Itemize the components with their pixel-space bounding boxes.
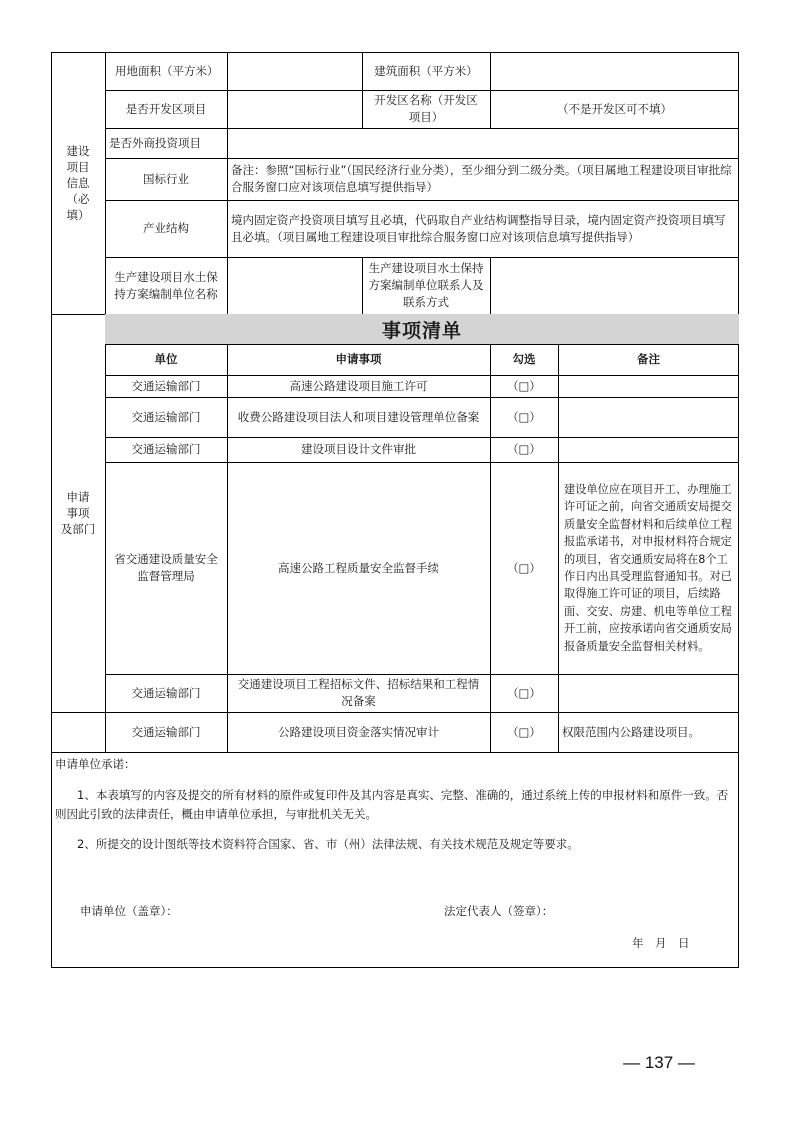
row-note bbox=[558, 674, 739, 712]
section-divider bbox=[51, 752, 739, 753]
legal-representative-sign-label: 法定代表人（签章）： bbox=[444, 904, 554, 918]
row-checkbox[interactable]: （□） bbox=[507, 685, 541, 700]
row-unit: 交通运输部门 bbox=[131, 409, 201, 424]
row-checkbox[interactable]: （□） bbox=[507, 724, 541, 739]
commitment-paragraph-2: 2、所提交的设计图纸等技术资料符合国家、省、市（州）法律法规、有关技术规范及规定等要求。 bbox=[77, 837, 579, 851]
row-item: 建设项目设计文件审批 bbox=[301, 442, 416, 456]
row-checkbox[interactable]: （□） bbox=[507, 442, 541, 456]
row-note bbox=[558, 375, 739, 397]
label-line: 信息 bbox=[66, 176, 90, 190]
row-checkbox[interactable]: （□） bbox=[507, 378, 541, 393]
applicant-seal-label: 申请单位（盖章）： bbox=[80, 904, 178, 918]
row-unit: 交通运输部门 bbox=[131, 724, 201, 739]
page-number: — 137 — bbox=[623, 1053, 695, 1072]
row-unit: 交通运输部门 bbox=[131, 442, 201, 456]
column-header-check: 勾选 bbox=[512, 352, 536, 366]
row-note bbox=[558, 397, 739, 437]
date-line: 年 月 日 bbox=[632, 936, 690, 950]
row-item: 高速公路工程质量安全监督手续 bbox=[278, 560, 439, 575]
row-item: 高速公路建设项目施工许可 bbox=[289, 378, 428, 393]
label-line: （必 bbox=[66, 192, 90, 206]
dev-zone-field[interactable] bbox=[227, 90, 362, 128]
building-area-label: 建筑面积（平方米） bbox=[374, 63, 478, 78]
foreign-investment-label: 是否外商投资项目 bbox=[109, 135, 201, 150]
label-line: 建设 bbox=[66, 144, 90, 158]
commitment-heading: 申请单位承诺： bbox=[55, 757, 136, 771]
row-item: 公路建设项目资金落实情况审计 bbox=[278, 724, 439, 739]
land-area-label: 用地面积（平方米） bbox=[115, 63, 219, 78]
items-title: 事项清单 bbox=[381, 319, 462, 342]
row-note bbox=[558, 437, 739, 462]
row-unit: 省交通建设质量安全监督管理局 bbox=[114, 552, 218, 583]
dev-zone-name-field[interactable]: （不是开发区可不填） bbox=[557, 101, 672, 116]
label-line: 申请 bbox=[66, 490, 90, 504]
building-area-field[interactable] bbox=[490, 52, 739, 90]
dev-zone-name-label: 开发区名称（开发区项目） bbox=[374, 93, 478, 124]
row-checkbox[interactable]: （□） bbox=[507, 560, 541, 575]
dev-zone-label: 是否开发区项目 bbox=[125, 101, 207, 116]
column-header-unit: 单位 bbox=[154, 352, 178, 366]
structure-note[interactable]: 境内固定资产投资项目填写且必填，代码取自产业结构调整指导目录，境内固定资产投资项目填写且必填。（项目属地工程建设项目审批综合服务窗口应对该项信息填写提供指导） bbox=[231, 212, 726, 244]
row-item: 收费公路建设项目法人和项目建设管理单位备案 bbox=[237, 409, 480, 424]
land-area-field[interactable] bbox=[227, 52, 362, 90]
foreign-investment-field[interactable] bbox=[227, 128, 739, 158]
soil-contact-label: 生产建设项目水土保持方案编制单位联系人及联系方式 bbox=[368, 261, 484, 309]
row-checkbox[interactable]: （□） bbox=[507, 409, 541, 424]
label-line: 填） bbox=[66, 208, 90, 222]
commitment-paragraph-1: 1、本表填写的内容及提交的所有材料的原件或复印件及其内容是真实、完整、准确的，通过系统上传的申报材料和原件一致。否则因此引致的法律责任，概由申请单位承担，与审批机关无关。 bbox=[55, 788, 729, 821]
industry-note[interactable]: 备注：参照“国标行业”（国民经济行业分类），至少细分到二级分类。（项目属地工程建设项目审批综合服务窗口应对该项信息填写提供指导） bbox=[231, 163, 732, 194]
row-item: 交通建设项目工程招标文件、招标结果和工程情况备案 bbox=[237, 677, 480, 708]
soil-unit-field[interactable] bbox=[227, 257, 362, 314]
soil-contact-field[interactable] bbox=[490, 257, 739, 314]
items-section-label bbox=[51, 314, 105, 712]
row-note: 建设单位应在项目开工、办理施工许可证之前，向省交通质安局提交质量安全监督材料和后续单位工程报监承诺书，对申报材料符合规定的项目，省交通质安局将在8个工作日内出具受理监督通知书。对已取得施工许可证的项目，后续路面、交安、房建、机电等单位工程开工前，应按承诺向省交通质安局报备质量安全监督相关材料。 bbox=[564, 482, 732, 653]
project-info-section-label bbox=[51, 52, 105, 314]
column-header-note: 备注 bbox=[637, 352, 660, 366]
structure-label: 产业结构 bbox=[143, 221, 189, 235]
label-line: 事项 bbox=[66, 506, 90, 520]
label-line: 项目 bbox=[66, 160, 90, 174]
row-unit: 交通运输部门 bbox=[131, 685, 201, 700]
industry-label: 国标行业 bbox=[143, 171, 189, 186]
column-header-item: 申请事项 bbox=[335, 352, 382, 366]
row-unit: 交通运输部门 bbox=[131, 378, 201, 393]
row-note: 权限范围内公路建设项目。 bbox=[562, 724, 700, 739]
label-line: 及部门 bbox=[60, 522, 96, 536]
soil-unit-label: 生产建设项目水土保持方案编制单位名称 bbox=[114, 269, 218, 301]
